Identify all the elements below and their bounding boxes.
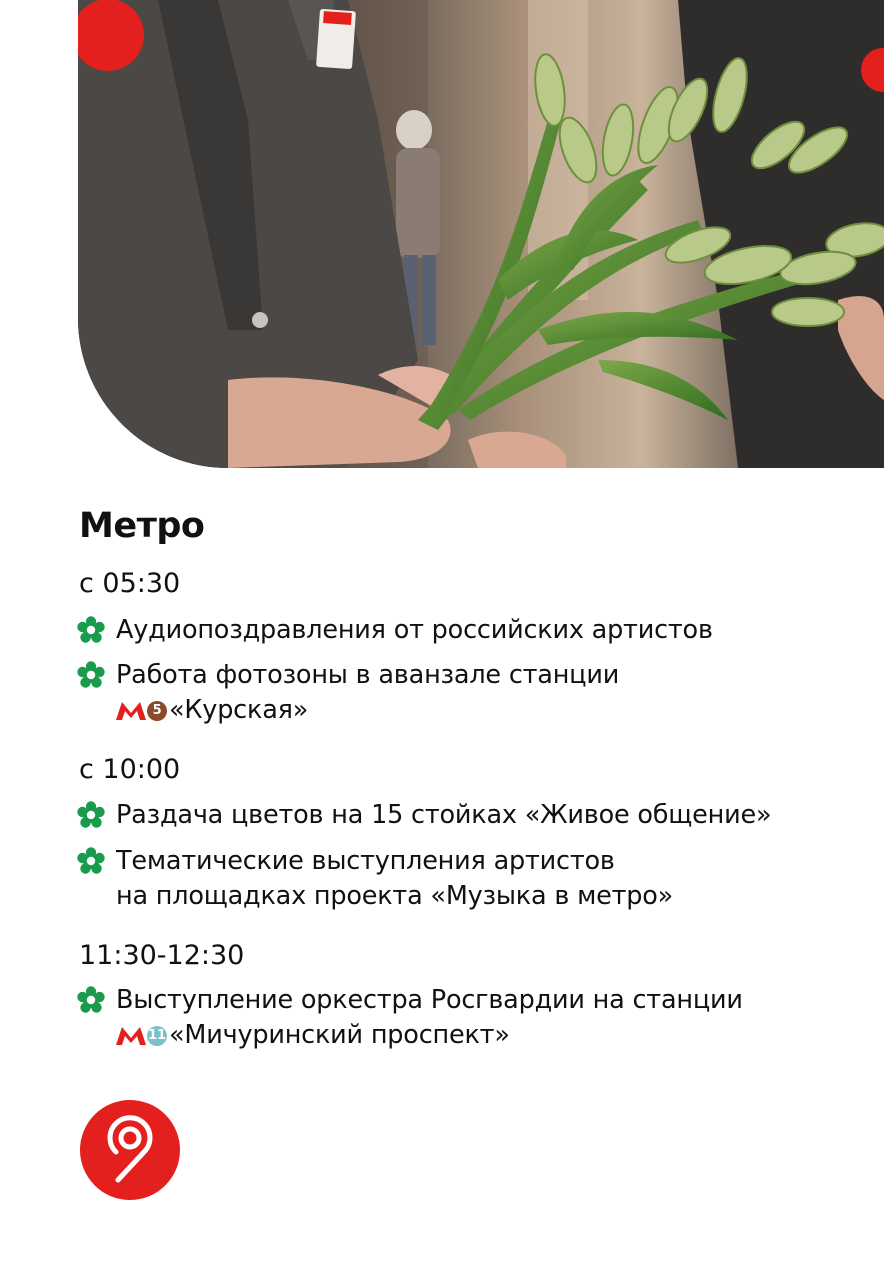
station-name: «Курская»: [169, 695, 309, 725]
station-name: «Мичуринский проспект»: [169, 1020, 510, 1050]
section-time: с 05:30: [79, 568, 181, 599]
page-title: Метро: [79, 506, 205, 546]
station-label: [116, 1018, 510, 1053]
lilies-photo-illustration: [78, 0, 884, 468]
metro-logo-icon: [116, 1027, 146, 1045]
flower-bullet-icon: [76, 800, 106, 830]
list-item: [76, 798, 771, 833]
hero-photo: [78, 0, 884, 468]
section-time: с 10:00: [79, 754, 181, 785]
list-item: [76, 658, 619, 730]
metro-line-badge: 11: [147, 1026, 167, 1046]
item-text: Выступление оркестра Росгвардии на станции: [116, 985, 743, 1015]
metro-line-badge: 5: [147, 701, 167, 721]
item-text: Раздача цветов на 15 стойках «Живое общение»: [116, 800, 772, 830]
item-text: Работа фотозоны в аванзале станции: [116, 660, 620, 690]
flower-bullet-icon: [76, 985, 106, 1015]
list-item: [76, 983, 743, 1055]
item-text-continued: на площадках проекта «Музыка в метро»: [116, 881, 674, 911]
flower-bullet-icon: [76, 660, 106, 690]
list-item: [76, 844, 673, 914]
station-label: [116, 693, 308, 728]
item-text: Аудиопоздравления от российских артистов: [116, 615, 713, 645]
flower-bullet-icon: [76, 615, 106, 645]
item-text: Тематические выступления артистов: [116, 846, 615, 876]
moscow-transport-logo-icon: [80, 1100, 180, 1200]
list-item: [76, 613, 713, 648]
flower-bullet-icon: [76, 846, 106, 876]
metro-logo-icon: [116, 702, 146, 720]
section-time: 11:30-12:30: [79, 940, 245, 971]
